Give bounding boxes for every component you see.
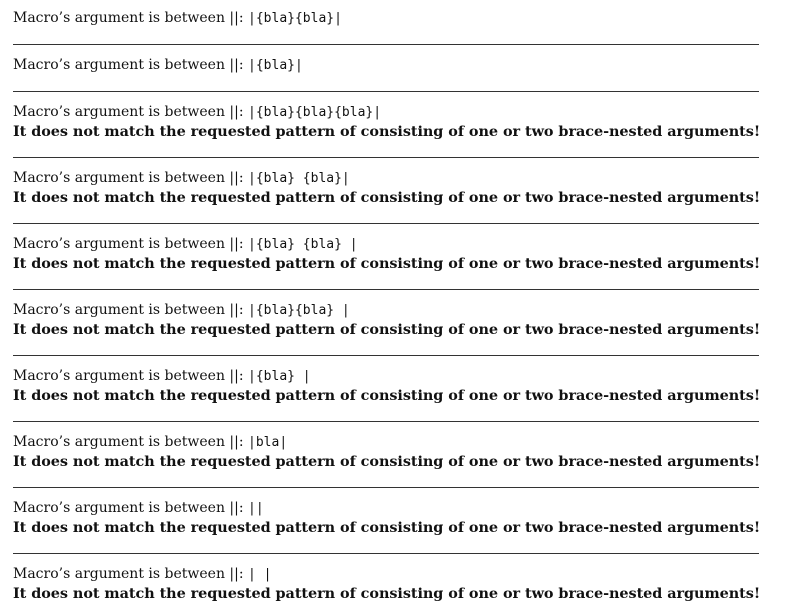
argument-value: || bbox=[248, 501, 264, 516]
horizontal-rule bbox=[13, 223, 759, 224]
argument-intro-text: Macro’s argument is between ||: bbox=[13, 302, 249, 318]
argument-value: |{bla}{bla} | bbox=[248, 303, 350, 318]
horizontal-rule bbox=[13, 355, 759, 356]
argument-line bbox=[13, 56, 759, 75]
argument-line bbox=[13, 235, 759, 254]
pattern-mismatch-warning: It does not match the requested pattern of consisting of one or two brace-nested arguments! bbox=[13, 189, 761, 206]
horizontal-rule bbox=[13, 157, 759, 158]
argument-value: |{bla}| bbox=[248, 58, 303, 73]
horizontal-rule bbox=[13, 91, 759, 92]
horizontal-rule bbox=[13, 553, 759, 554]
argument-intro-text: Macro’s argument is between ||: bbox=[13, 368, 249, 384]
argument-value: |{bla} {bla} | bbox=[248, 237, 358, 252]
argument-line bbox=[13, 565, 759, 584]
entry-block bbox=[13, 103, 759, 141]
argument-intro-text: Macro’s argument is between ||: bbox=[13, 170, 249, 186]
entry-block bbox=[13, 433, 759, 471]
argument-line bbox=[13, 169, 759, 188]
argument-value: |{bla} | bbox=[248, 369, 311, 384]
entry-block bbox=[13, 499, 759, 537]
argument-line bbox=[13, 499, 759, 518]
horizontal-rule bbox=[13, 487, 759, 488]
pattern-mismatch-warning: It does not match the requested pattern of consisting of one or two brace-nested arguments! bbox=[13, 123, 761, 140]
argument-intro-text: Macro’s argument is between ||: bbox=[13, 500, 249, 516]
argument-intro-text: Macro’s argument is between ||: bbox=[13, 10, 249, 26]
entry-block bbox=[13, 9, 759, 28]
argument-intro-text: Macro’s argument is between ||: bbox=[13, 434, 249, 450]
argument-value: |{bla} {bla}| bbox=[248, 171, 350, 186]
horizontal-rule bbox=[13, 44, 759, 45]
argument-intro-text: Macro’s argument is between ||: bbox=[13, 236, 249, 252]
horizontal-rule bbox=[13, 289, 759, 290]
entry-block bbox=[13, 235, 759, 273]
entry-block bbox=[13, 169, 759, 207]
argument-value: | | bbox=[248, 567, 272, 582]
argument-line bbox=[13, 367, 759, 386]
pattern-mismatch-warning: It does not match the requested pattern of consisting of one or two brace-nested arguments! bbox=[13, 255, 761, 272]
argument-intro-text: Macro’s argument is between ||: bbox=[13, 566, 249, 582]
argument-intro-text: Macro’s argument is between ||: bbox=[13, 57, 249, 73]
entry-block bbox=[13, 301, 759, 339]
pattern-mismatch-warning: It does not match the requested pattern of consisting of one or two brace-nested arguments! bbox=[13, 321, 761, 338]
entry-block bbox=[13, 367, 759, 405]
argument-intro-text: Macro’s argument is between ||: bbox=[13, 104, 249, 120]
horizontal-rule bbox=[13, 421, 759, 422]
argument-line bbox=[13, 9, 759, 28]
argument-line bbox=[13, 433, 759, 452]
document-body bbox=[13, 9, 759, 603]
pattern-mismatch-warning: It does not match the requested pattern of consisting of one or two brace-nested arguments! bbox=[13, 585, 761, 602]
pattern-mismatch-warning: It does not match the requested pattern of consisting of one or two brace-nested arguments! bbox=[13, 453, 761, 470]
pattern-mismatch-warning: It does not match the requested pattern of consisting of one or two brace-nested arguments! bbox=[13, 519, 761, 536]
pattern-mismatch-warning: It does not match the requested pattern of consisting of one or two brace-nested arguments! bbox=[13, 387, 761, 404]
entry-block bbox=[13, 56, 759, 75]
argument-line bbox=[13, 103, 759, 122]
argument-line bbox=[13, 301, 759, 320]
argument-value: |{bla}{bla}{bla}| bbox=[248, 105, 382, 120]
argument-value: |bla| bbox=[248, 435, 288, 450]
argument-value: |{bla}{bla}| bbox=[248, 11, 342, 26]
entry-block bbox=[13, 565, 759, 603]
